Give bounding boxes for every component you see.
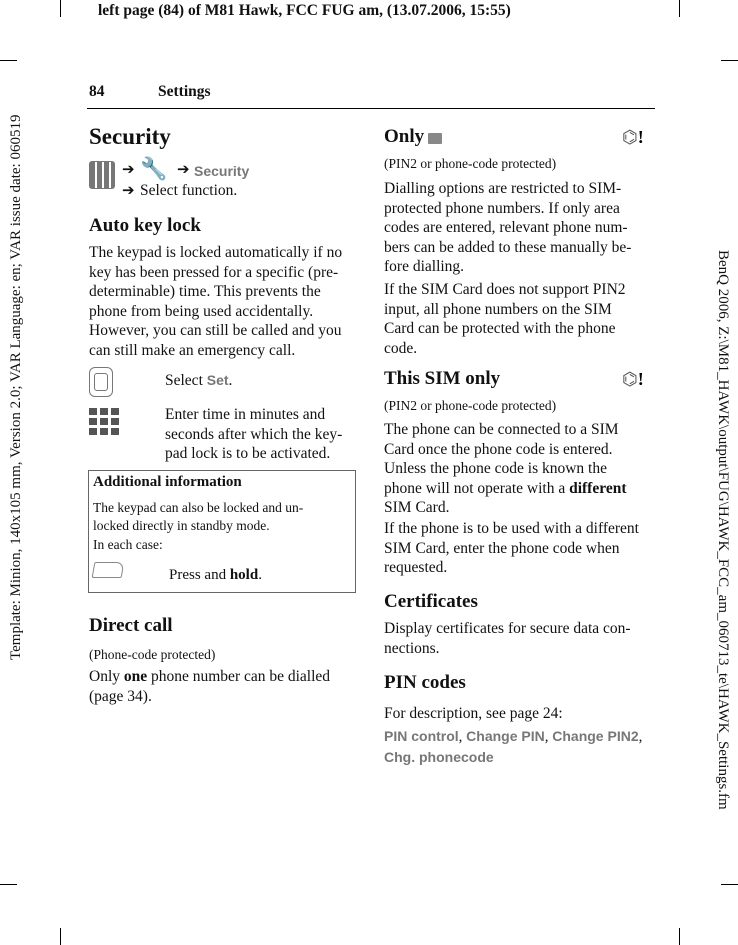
link-pin-control: PIN control [384, 728, 459, 744]
text: SIM Card. [384, 499, 450, 516]
arrow-icon: ➔ [122, 183, 135, 199]
action-text: . [258, 567, 262, 583]
crop-mark [721, 884, 738, 885]
text: The phone can be connected to a SIM Card once the phone code is entered. Unless the phone code is known the phone will not operate with a [384, 421, 619, 497]
menu-path-tail: Select function. [140, 182, 238, 199]
link-change-pin2: Change PIN2 [552, 728, 639, 744]
section-title: Settings [158, 83, 211, 100]
key-icon [428, 133, 442, 144]
link-change-pin: Change PIN [466, 728, 545, 744]
bold-text: one [123, 668, 148, 685]
info-box-each-case: In each case: [93, 537, 163, 552]
text: phone number can be dialled (page 34). [89, 668, 331, 705]
step-select-set [165, 371, 232, 391]
auto-key-lock-text: The keypad is locked automatically if no key has been pressed for a specific (pre- determinable) time. This prevents the phone from being used accidentally. However, you can still be called and you can still make an emergency call. [89, 244, 343, 359]
pin-codes-links: PIN control, Change PIN, Change PIN2, Chg. phonecode [384, 728, 643, 765]
bold-text: different [569, 479, 627, 497]
navigation-key-icon [89, 367, 113, 397]
this-sim-only-text-1 [384, 420, 627, 518]
only-note: (PIN2 or phone-code protected) [384, 156, 557, 171]
page-title: Security [89, 124, 171, 149]
action-bold: hold [229, 567, 259, 583]
crop-mark [721, 60, 738, 61]
protected-warning-icon: ⌬! [622, 369, 644, 389]
wrench-icon: 🔧 [140, 156, 168, 181]
set-softkey-label: Set [206, 372, 229, 388]
step-text: . [228, 372, 233, 389]
arrow-icon: ➔ [122, 162, 135, 178]
pin-codes-text: For description, see page 24: [384, 705, 563, 722]
right-margin-text: BenQ 2006, Z:\M81_HAWK\output\FUG\HAWK_FCC_am_060713_te\HAWK_Settings.fm [715, 250, 731, 810]
text: Only [89, 668, 124, 685]
info-box-action [169, 567, 262, 584]
page-number: 84 [89, 83, 105, 100]
action-text: Press and [169, 567, 230, 583]
lock-key-icon [92, 562, 125, 578]
auto-key-lock-heading: Auto key lock [89, 215, 201, 236]
top-header: left page (84) of M81 Hawk, FCC FUG am, (13.07.2006, 15:55) [98, 2, 511, 19]
direct-call-text [89, 667, 330, 706]
info-box-text: The keypad can also be locked and un- locked directly in standby mode. [93, 500, 304, 533]
step-enter-time: Enter time in minutes and seconds after which the key- pad lock is to be activated. [165, 406, 343, 462]
arrow-icon: ➔ [177, 162, 190, 178]
this-sim-only-heading: This SIM only [384, 368, 501, 389]
protected-warning-icon: ⌬! [622, 127, 644, 147]
menu-path-security: Security [194, 163, 250, 179]
this-sim-only-note: (PIN2 or phone-code protected) [384, 398, 557, 413]
direct-call-heading: Direct call [89, 615, 173, 636]
only-text-1: Dialling options are restricted to SIM- protected phone numbers. If only area codes are entered, relevant phone num- bers can be added to these manually be- fore dialling. [384, 180, 632, 275]
step-text: Select [165, 372, 207, 389]
left-margin-text: Template: Minion, 140x105 mm, Version 2.0; VAR Language: en; VAR issue date: 060519 [8, 114, 24, 660]
keypad-input-icon [89, 405, 119, 435]
crop-mark [0, 884, 17, 885]
crop-mark [60, 0, 61, 17]
certificates-text: Display certificates for secure data con- nections. [384, 620, 631, 657]
additional-info-box [88, 470, 356, 593]
only-heading: Only [384, 126, 425, 147]
crop-mark [0, 60, 17, 61]
certificates-heading: Certificates [384, 591, 478, 612]
pin-codes-heading: PIN codes [384, 672, 466, 693]
this-sim-only-text-2: If the phone is to be used with a different SIM Card, enter the phone code when requested. [384, 520, 639, 576]
info-box-title: Additional information [93, 474, 242, 490]
header-rule [87, 108, 655, 109]
direct-call-note: (Phone-code protected) [89, 647, 216, 662]
menu-grid-icon [89, 161, 115, 189]
crop-mark [679, 0, 680, 17]
crop-mark [60, 928, 61, 945]
link-chg-phonecode: Chg. phonecode [384, 749, 494, 765]
crop-mark [679, 928, 680, 945]
only-text-2: If the SIM Card does not support PIN2 input, all phone numbers on the SIM Card can be protected with the phone code. [384, 281, 626, 357]
